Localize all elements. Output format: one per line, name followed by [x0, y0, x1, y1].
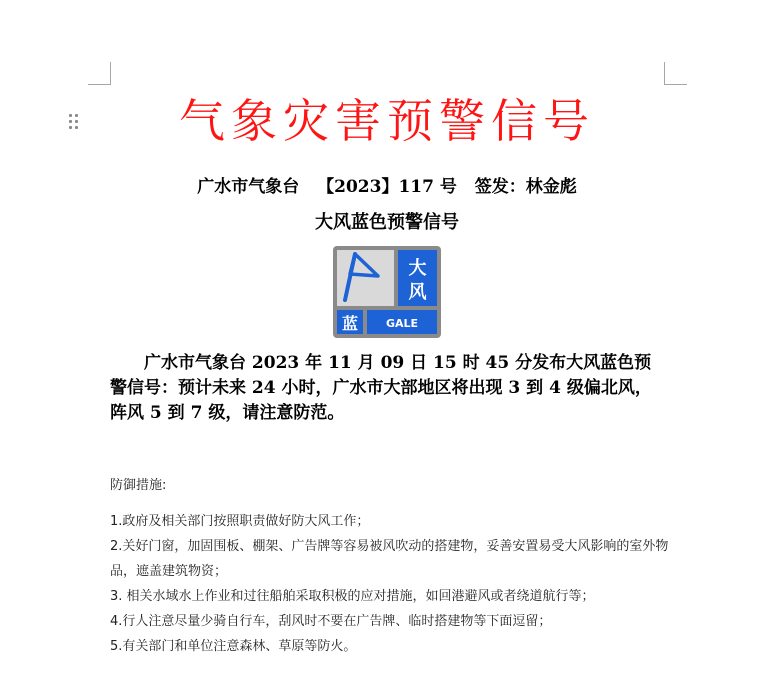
badge-level: 蓝	[341, 314, 359, 333]
signal-name: 大风蓝色预警信号	[315, 212, 459, 233]
page-crop-mark-top-right	[664, 62, 687, 85]
issuer-line	[110, 172, 664, 197]
doc-number: 【2023】117 号	[317, 177, 457, 197]
warning-body: 广水市气象台 2023 年 11 月 09 日 15 时 45 分发布大风蓝色预警信号：预计未来 24 小时，广水市大部地区将出现 3 到 4 级偏北风，阵风 5 到 7 级，请注意防范。	[110, 353, 652, 423]
measure-item: 2.关好门窗，加固围板、棚架、广告牌等容易被风吹动的搭建物，妥善安置易受大风影响的室外物品，遮盖建筑物资；	[110, 539, 669, 579]
gale-blue-warning-badge	[333, 246, 441, 338]
measures-heading: 防御措施:	[110, 478, 167, 493]
badge-char-2: 风	[408, 282, 427, 303]
measure-item: 3. 相关水域水上作业和过往船舶采取积极的应对措施，如回港避风或者绕道航行等；	[110, 589, 595, 604]
document-title: 气象灾害预警信号	[179, 94, 595, 148]
defense-measures	[110, 474, 680, 659]
page-crop-mark-top-left	[88, 62, 111, 85]
measure-item: 5.有关部门和单位注意森林、草原等防火。	[110, 639, 357, 654]
issuer: 广水市气象台	[197, 177, 300, 197]
measure-item: 1.政府及相关部门按照职责做好防大风工作；	[110, 514, 370, 529]
badge-english: GALE	[385, 317, 419, 330]
signer: 签发：林金彪	[474, 177, 577, 197]
measure-item: 4.行人注意尽量少骑自行车，刮风时不要在广告牌、临时搭建物等下面逗留；	[110, 614, 552, 629]
badge-char-1: 大	[408, 258, 427, 279]
drag-handle-icon[interactable]	[69, 114, 81, 130]
